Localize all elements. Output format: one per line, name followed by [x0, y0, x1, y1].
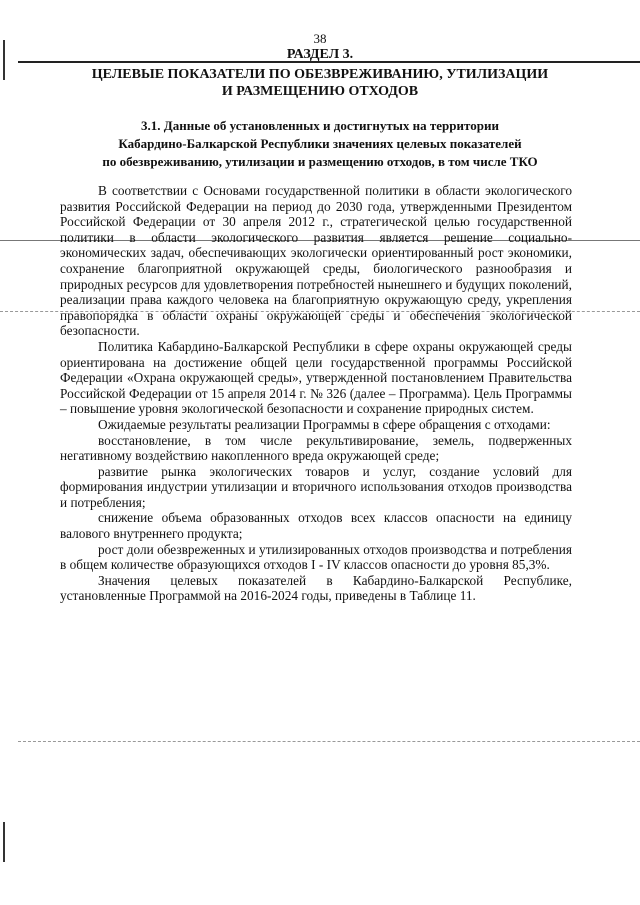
subsection-title-line: Кабардино-Балкарской Республики значениях целевых показателей [118, 136, 522, 151]
body-text [60, 183, 572, 604]
scan-line-3 [18, 741, 640, 742]
page-number: 38 [313, 31, 327, 46]
left-margin-mark-lower [3, 822, 5, 862]
main-title [50, 66, 590, 100]
list-item: рост доли обезвреженных и утилизированных отходов производства и потребления в общем количестве образующихся отходов I - IV классов опасности до уровня 85,3%. [60, 541, 572, 573]
paragraph: В соответствии с Основами государственной политики в области экологического развития Российской Федерации на период до 2030 года, утвержденными Президентом Российской Федерации от 30 апреля 2012 г., стратегической целью государственной политики в области экологического развития является решение социально-экономических задач, обеспечивающих экологически ориентированный рост экономики, сохранение благоприятной окружающей среды, биологического разнообразия и природных ресурсов для удовлетворения потребностей нынешнего и будущих поколений, реализации права каждого человека на благоприятную окружающую среду, укрепления правопорядка в области охраны окружающей среды и обеспечения экологической безопасности. [60, 183, 572, 339]
main-title-line: ЦЕЛЕВЫЕ ПОКАЗАТЕЛИ ПО ОБЕЗВРЕЖИВАНИЮ, УТИЛИЗАЦИИ [91, 67, 549, 82]
paragraph: Политика Кабардино-Балкарской Республики в сфере охраны окружающей среды ориентирована на достижение общей цели государственной программы Российской Федерации «Охрана окружающей среды», утвержденной постановлением Правительства Российской Федерации от 15 апреля 2014 г. № 326 (далее – Программа). Цель Программы – повышение уровня экологической безопасности и сохранение природных систем. [60, 338, 572, 417]
subsection-title-line: по обезвреживанию, утилизации и размещению отходов, в том числе ТКО [102, 154, 538, 169]
subsection-title [50, 117, 590, 171]
main-title-line: И РАЗМЕЩЕНИЮ ОТХОДОВ [221, 84, 419, 99]
paragraph: Ожидаемые результаты реализации Программы в сфере обращения с отходами: [98, 416, 551, 432]
section-label: РАЗДЕЛ 3. [286, 47, 354, 62]
subsection-title-line: 3.1. Данные об установленных и достигнутых на территории [141, 118, 499, 133]
list-item: восстановление, в том числе рекультивирование, земель, подверженных негативному воздействию накопленного вреда окружающей среде; [60, 432, 572, 464]
list-item: снижение объема образованных отходов всех классов опасности на единицу валового внутреннего продукта; [60, 510, 572, 542]
paragraph: Значения целевых показателей в Кабардино-Балкарской Республике, установленные Программой на 2016-2024 годы, приведены в Таблице 11. [60, 572, 572, 604]
list-item: развитие рынка экологических товаров и услуг, создание условий для формирования индустрии утилизации и вторичного использования отходов производства и потребления; [60, 463, 572, 510]
